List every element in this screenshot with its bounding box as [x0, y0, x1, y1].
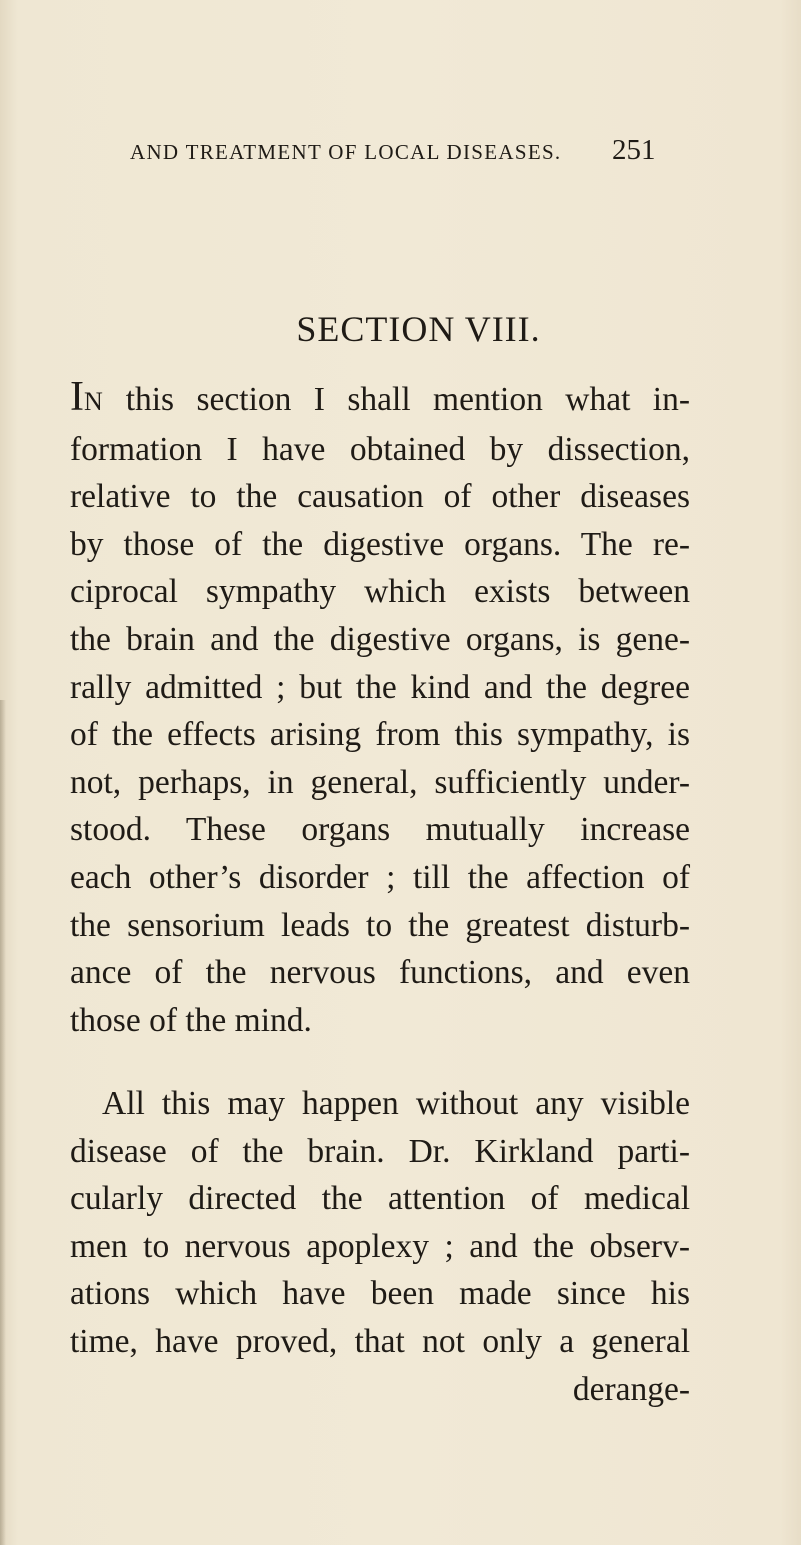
- catchword: derange-: [572, 1370, 690, 1408]
- text-line: ciprocal sympathy which exists between: [70, 573, 690, 611]
- text-line: by those of the digestive organs. The re-: [70, 525, 690, 563]
- text-line: All this may happen without any visible: [102, 1085, 690, 1122]
- text-line: ations which have been made since his: [70, 1275, 690, 1313]
- paragraph-1: [70, 374, 690, 1044]
- page-gutter-shadow: [0, 700, 6, 1545]
- page-number: 251: [612, 134, 656, 166]
- text-line: ance of the nervous functions, and even: [70, 954, 690, 992]
- running-head-title: AND TREATMENT OF LOCAL DISEASES.: [130, 140, 562, 164]
- text-line: men to nervous apoplexy ; and the observ-: [70, 1227, 690, 1265]
- text-line: those of the mind.: [70, 1001, 312, 1039]
- text-line: stood. These organs mutually increase: [70, 811, 690, 849]
- running-head: [130, 134, 690, 166]
- text-line: each other’s disorder ; till the affection of: [70, 858, 690, 896]
- text-line: time, have proved, that not only a general: [70, 1322, 690, 1360]
- text-line: IN this section I shall mention what in-: [70, 374, 690, 420]
- text-line: cularly directed the attention of medical: [70, 1180, 690, 1218]
- text-line: the sensorium leads to the greatest disturb-: [70, 906, 690, 944]
- text-line: of the effects arising from this sympathy, is: [70, 716, 690, 754]
- small-capital: N: [84, 387, 104, 416]
- text-line: relative to the causation of other diseases: [70, 478, 690, 516]
- text-line: disease of the brain. Dr. Kirkland parti-: [70, 1132, 690, 1170]
- paragraph-2: [70, 1080, 690, 1413]
- text-line: rally admitted ; but the kind and the degree: [70, 668, 690, 706]
- text-line: the brain and the digestive organs, is gene-: [70, 620, 690, 658]
- text-line: formation I have obtained by dissection,: [70, 430, 690, 468]
- drop-capital: I: [70, 374, 84, 420]
- text-line: not, perhaps, in general, sufficiently under-: [70, 763, 690, 801]
- section-title: SECTION VIII.: [296, 309, 541, 349]
